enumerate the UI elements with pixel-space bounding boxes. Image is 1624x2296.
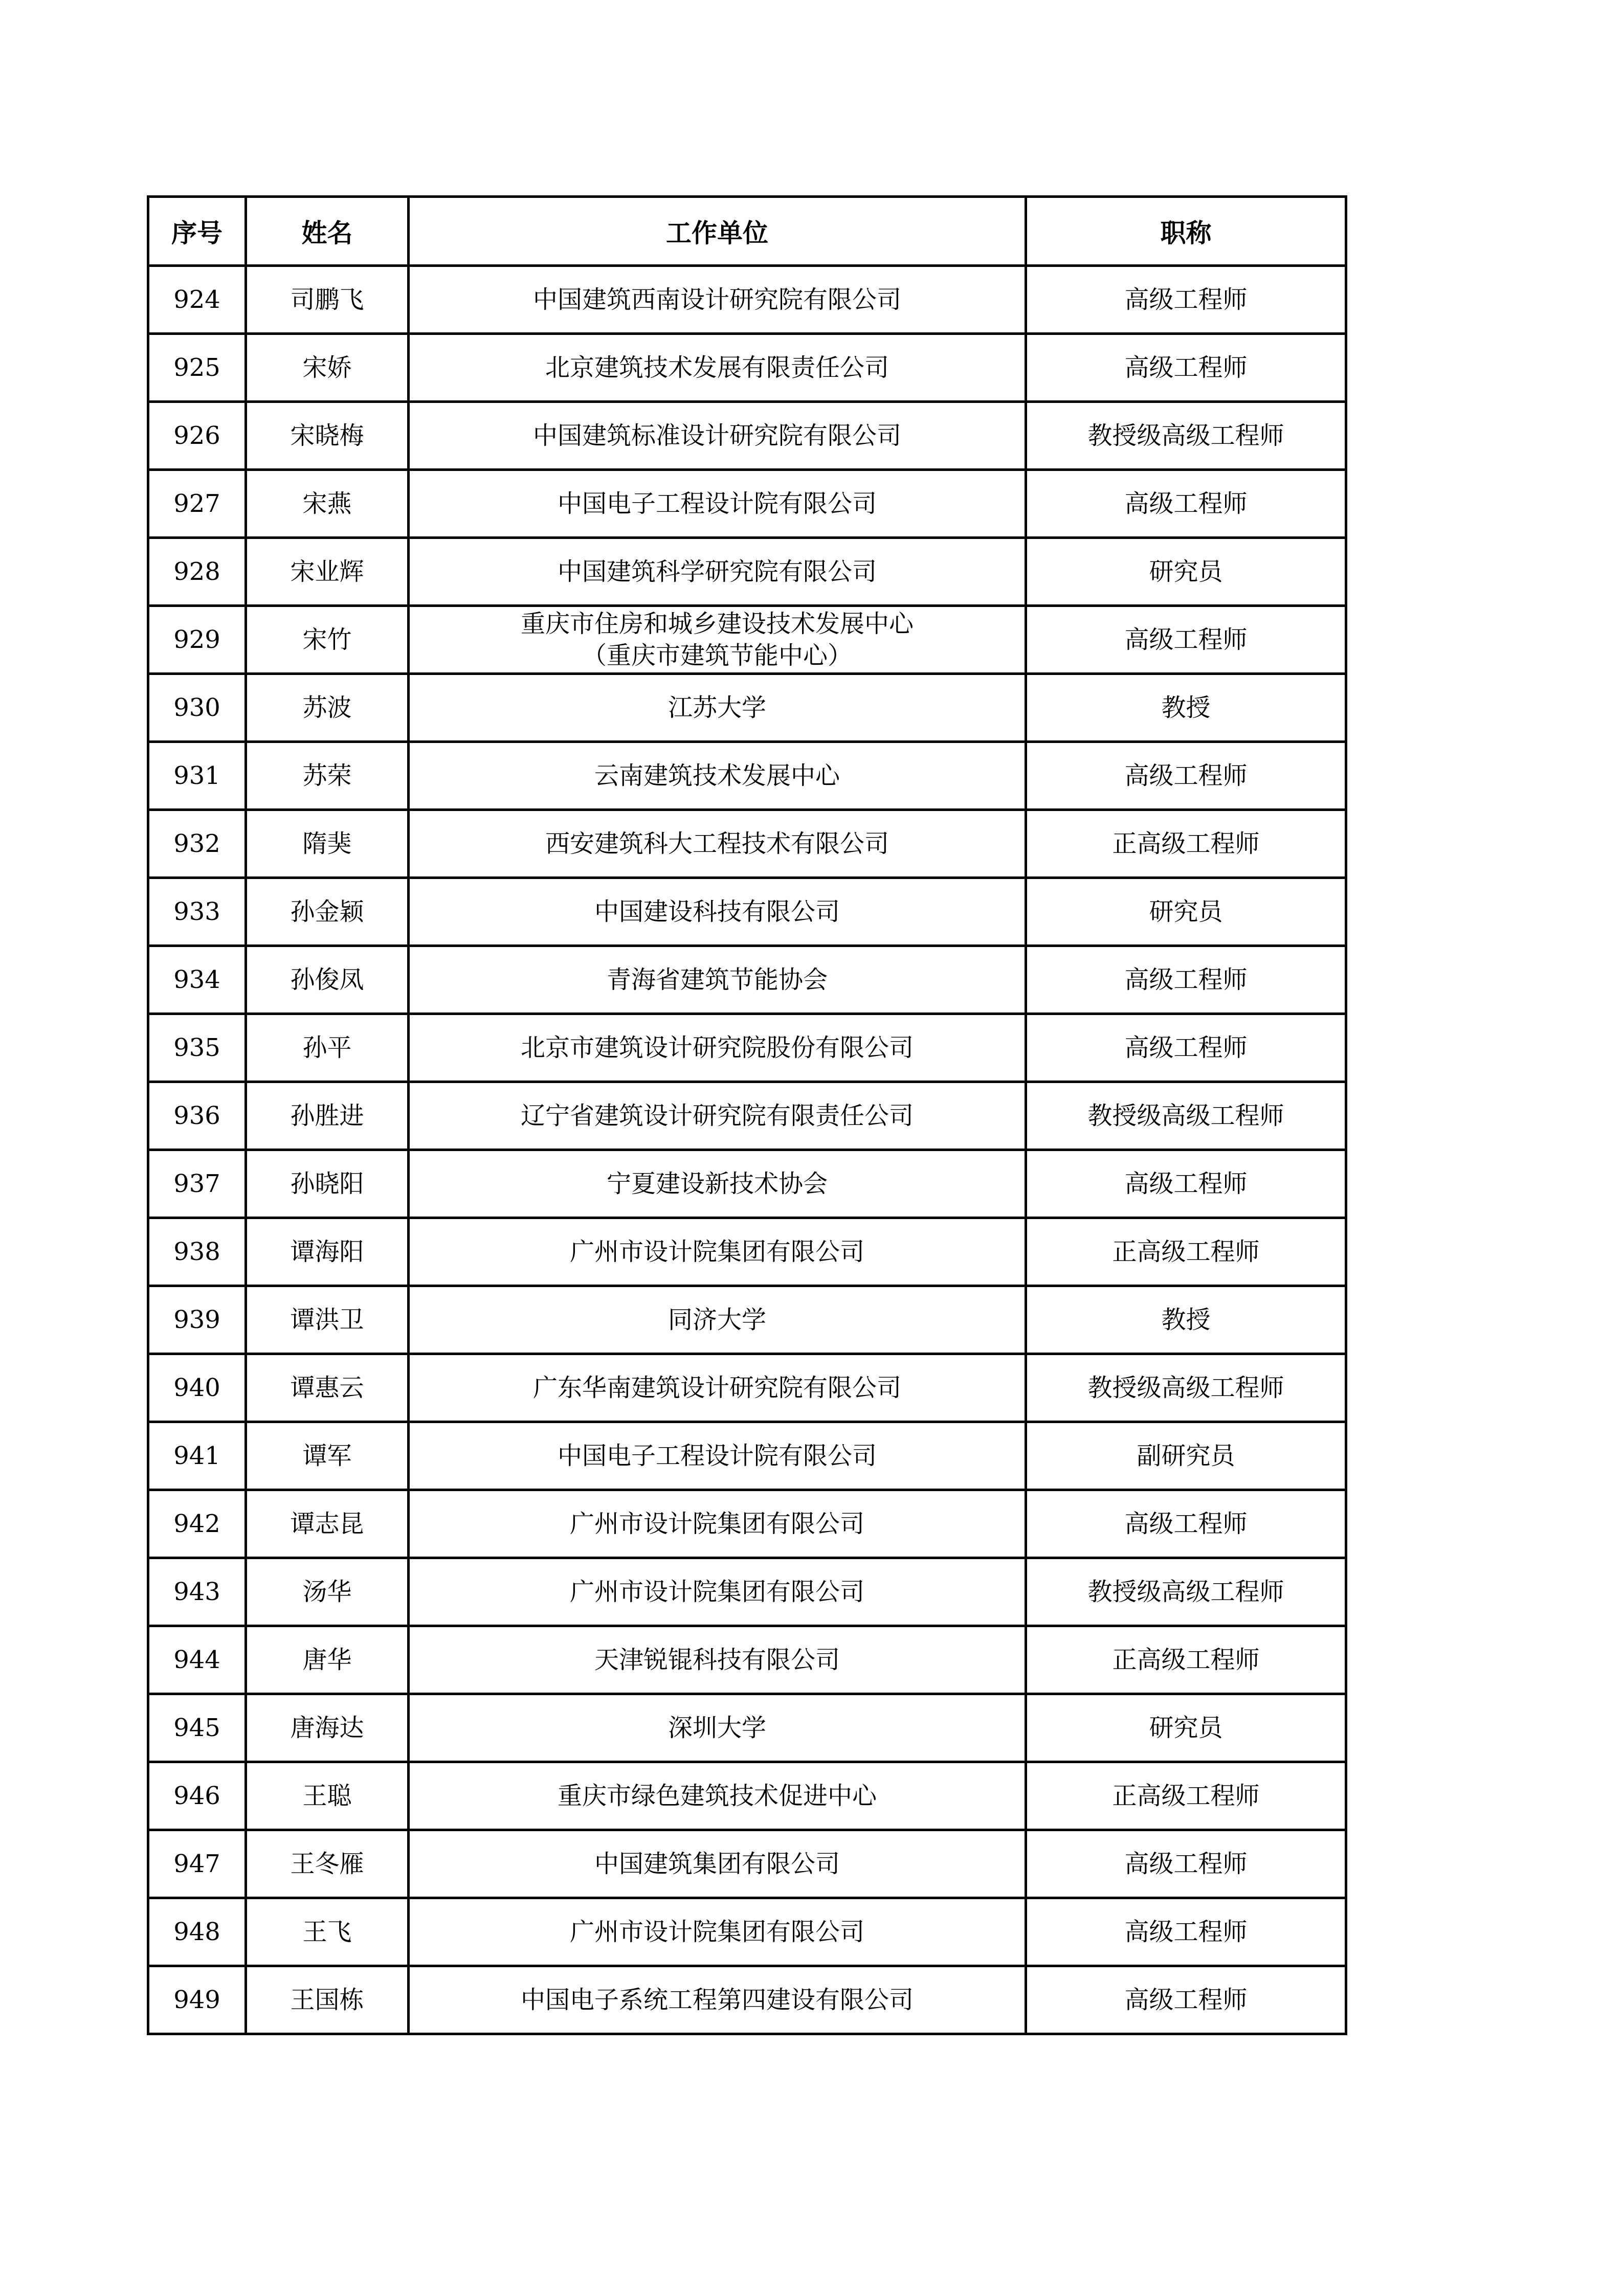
name-cell: 苏荣 — [246, 742, 409, 810]
work-unit-line: 中国建筑科学研究院有限公司 — [557, 557, 877, 586]
work-unit-line: 西安建筑科大工程技术有限公司 — [545, 829, 889, 858]
serial-number-cell: 944 — [148, 1626, 246, 1694]
work-unit-line: 深圳大学 — [668, 1714, 766, 1742]
table-row — [148, 1558, 1346, 1626]
work-unit-line: 重庆市住房和城乡建设技术发展中心 — [520, 610, 914, 638]
work-unit-cell — [409, 1082, 1026, 1150]
name-cell: 王飞 — [246, 1898, 409, 1966]
professional-title-cell: 教授级高级工程师 — [1026, 1082, 1346, 1150]
serial-number-cell: 949 — [148, 1966, 246, 2034]
table-row — [148, 334, 1346, 402]
serial-number-cell: 945 — [148, 1694, 246, 1762]
work-unit-line: 中国电子系统工程第四建设有限公司 — [520, 1986, 914, 2014]
work-unit-cell — [409, 266, 1026, 334]
table-row — [148, 606, 1346, 674]
table-row — [148, 402, 1346, 470]
header-name: 姓名 — [246, 197, 409, 266]
serial-number-cell: 940 — [148, 1354, 246, 1422]
work-unit-line: 中国建筑集团有限公司 — [594, 1850, 840, 1878]
professional-title-cell: 正高级工程师 — [1026, 1626, 1346, 1694]
serial-number-cell: 937 — [148, 1150, 246, 1218]
serial-number-cell: 939 — [148, 1286, 246, 1354]
professional-title-cell: 研究员 — [1026, 538, 1346, 606]
table-row — [148, 1014, 1346, 1082]
name-cell: 孙金颖 — [246, 878, 409, 946]
serial-number-cell: 924 — [148, 266, 246, 334]
work-unit-cell — [409, 810, 1026, 878]
name-cell: 谭惠云 — [246, 1354, 409, 1422]
table-row — [148, 946, 1346, 1014]
table-row — [148, 1966, 1346, 2034]
serial-number-cell: 948 — [148, 1898, 246, 1966]
professional-title-cell: 正高级工程师 — [1026, 1762, 1346, 1830]
professional-title-cell: 高级工程师 — [1026, 946, 1346, 1014]
work-unit-line: 重庆市绿色建筑技术促进中心 — [557, 1782, 877, 1810]
serial-number-cell: 925 — [148, 334, 246, 402]
serial-number-cell: 934 — [148, 946, 246, 1014]
professional-title-cell: 正高级工程师 — [1026, 810, 1346, 878]
name-cell: 苏波 — [246, 674, 409, 742]
serial-number-cell: 929 — [148, 606, 246, 674]
serial-number-cell: 928 — [148, 538, 246, 606]
work-unit-line: 广州市设计院集团有限公司 — [569, 1510, 864, 1538]
table-row — [148, 1150, 1346, 1218]
work-unit-cell — [409, 1014, 1026, 1082]
table-row — [148, 1354, 1346, 1422]
professional-title-cell: 高级工程师 — [1026, 1490, 1346, 1558]
table-row — [148, 470, 1346, 538]
professional-title-cell: 研究员 — [1026, 878, 1346, 946]
header-work-unit: 工作单位 — [409, 197, 1026, 266]
serial-number-cell: 933 — [148, 878, 246, 946]
professional-title-cell: 副研究员 — [1026, 1422, 1346, 1490]
name-cell: 孙平 — [246, 1014, 409, 1082]
work-unit-line: 广州市设计院集团有限公司 — [569, 1918, 864, 1946]
serial-number-cell: 941 — [148, 1422, 246, 1490]
professional-title-cell: 高级工程师 — [1026, 1150, 1346, 1218]
serial-number-cell: 931 — [148, 742, 246, 810]
table-row — [148, 1898, 1346, 1966]
work-unit-line: 中国建筑西南设计研究院有限公司 — [532, 285, 901, 314]
name-cell: 唐海达 — [246, 1694, 409, 1762]
professional-title-cell: 高级工程师 — [1026, 1966, 1346, 2034]
work-unit-cell — [409, 538, 1026, 606]
work-unit-cell — [409, 674, 1026, 742]
work-unit-line: 青海省建筑节能协会 — [606, 965, 828, 994]
serial-number-cell: 947 — [148, 1830, 246, 1898]
professional-title-cell: 高级工程师 — [1026, 606, 1346, 674]
serial-number-cell: 946 — [148, 1762, 246, 1830]
work-unit-cell — [409, 1490, 1026, 1558]
name-cell: 宋燕 — [246, 470, 409, 538]
work-unit-line: 广州市设计院集团有限公司 — [569, 1237, 864, 1266]
work-unit-line: 江苏大学 — [668, 693, 766, 722]
work-unit-cell — [409, 402, 1026, 470]
serial-number-cell: 930 — [148, 674, 246, 742]
document-page — [147, 195, 1345, 2035]
name-cell: 谭洪卫 — [246, 1286, 409, 1354]
work-unit-cell — [409, 1694, 1026, 1762]
professional-title-cell: 正高级工程师 — [1026, 1218, 1346, 1286]
table-row — [148, 1490, 1346, 1558]
professional-title-cell: 高级工程师 — [1026, 742, 1346, 810]
name-cell: 宋娇 — [246, 334, 409, 402]
work-unit-line: 中国电子工程设计院有限公司 — [557, 1442, 877, 1470]
professional-title-cell: 教授 — [1026, 674, 1346, 742]
work-unit-cell — [409, 1626, 1026, 1694]
table-row — [148, 1082, 1346, 1150]
professional-title-cell: 教授级高级工程师 — [1026, 1558, 1346, 1626]
name-cell: 汤华 — [246, 1558, 409, 1626]
professional-title-cell: 高级工程师 — [1026, 334, 1346, 402]
work-unit-line: 中国建筑标准设计研究院有限公司 — [532, 421, 901, 450]
table-row — [148, 810, 1346, 878]
table-row — [148, 538, 1346, 606]
serial-number-cell: 927 — [148, 470, 246, 538]
name-cell: 谭军 — [246, 1422, 409, 1490]
work-unit-cell — [409, 1286, 1026, 1354]
name-cell: 孙晓阳 — [246, 1150, 409, 1218]
work-unit-cell — [409, 1898, 1026, 1966]
professional-title-cell: 教授级高级工程师 — [1026, 402, 1346, 470]
work-unit-cell — [409, 334, 1026, 402]
work-unit-cell — [409, 470, 1026, 538]
table-row — [148, 878, 1346, 946]
name-cell: 王冬雁 — [246, 1830, 409, 1898]
serial-number-cell: 932 — [148, 810, 246, 878]
work-unit-cell — [409, 1218, 1026, 1286]
work-unit-cell — [409, 606, 1026, 674]
header-serial-number: 序号 — [148, 197, 246, 266]
table-row — [148, 1422, 1346, 1490]
table-header-row — [148, 197, 1346, 266]
table-row — [148, 1286, 1346, 1354]
professional-title-cell: 高级工程师 — [1026, 1830, 1346, 1898]
work-unit-line: （重庆市建筑节能中心） — [582, 641, 852, 670]
table-row — [148, 266, 1346, 334]
work-unit-line: 中国建设科技有限公司 — [594, 897, 840, 926]
serial-number-cell: 938 — [148, 1218, 246, 1286]
work-unit-line: 中国电子工程设计院有限公司 — [557, 489, 877, 518]
serial-number-cell: 943 — [148, 1558, 246, 1626]
header-professional-title: 职称 — [1026, 197, 1346, 266]
table-row — [148, 1694, 1346, 1762]
name-cell: 宋业辉 — [246, 538, 409, 606]
work-unit-line: 云南建筑技术发展中心 — [594, 761, 840, 790]
table-row — [148, 674, 1346, 742]
expert-list-table — [147, 195, 1347, 2035]
professional-title-cell: 高级工程师 — [1026, 1014, 1346, 1082]
work-unit-line: 广州市设计院集团有限公司 — [569, 1578, 864, 1606]
serial-number-cell: 926 — [148, 402, 246, 470]
work-unit-cell — [409, 1354, 1026, 1422]
work-unit-cell — [409, 1830, 1026, 1898]
serial-number-cell: 942 — [148, 1490, 246, 1558]
name-cell: 隋猆 — [246, 810, 409, 878]
work-unit-line: 同济大学 — [668, 1305, 766, 1334]
name-cell: 王国栋 — [246, 1966, 409, 2034]
table-body — [148, 266, 1346, 2034]
work-unit-cell — [409, 1762, 1026, 1830]
work-unit-line: 辽宁省建筑设计研究院有限责任公司 — [520, 1101, 914, 1130]
work-unit-cell — [409, 1150, 1026, 1218]
work-unit-cell — [409, 946, 1026, 1014]
table-row — [148, 1830, 1346, 1898]
professional-title-cell: 教授级高级工程师 — [1026, 1354, 1346, 1422]
professional-title-cell: 高级工程师 — [1026, 1898, 1346, 1966]
work-unit-cell — [409, 1966, 1026, 2034]
work-unit-cell — [409, 1558, 1026, 1626]
professional-title-cell: 教授 — [1026, 1286, 1346, 1354]
work-unit-line: 北京市建筑设计研究院股份有限公司 — [520, 1033, 914, 1062]
table-row — [148, 742, 1346, 810]
work-unit-cell — [409, 742, 1026, 810]
table-row — [148, 1218, 1346, 1286]
name-cell: 孙俊凤 — [246, 946, 409, 1014]
name-cell: 宋竹 — [246, 606, 409, 674]
name-cell: 宋晓梅 — [246, 402, 409, 470]
serial-number-cell: 935 — [148, 1014, 246, 1082]
serial-number-cell: 936 — [148, 1082, 246, 1150]
work-unit-line: 宁夏建设新技术协会 — [606, 1169, 828, 1198]
name-cell: 谭海阳 — [246, 1218, 409, 1286]
name-cell: 孙胜进 — [246, 1082, 409, 1150]
work-unit-line: 北京建筑技术发展有限责任公司 — [545, 353, 889, 382]
name-cell: 王聪 — [246, 1762, 409, 1830]
work-unit-cell — [409, 1422, 1026, 1490]
name-cell: 唐华 — [246, 1626, 409, 1694]
professional-title-cell: 高级工程师 — [1026, 266, 1346, 334]
professional-title-cell: 高级工程师 — [1026, 470, 1346, 538]
work-unit-cell — [409, 878, 1026, 946]
work-unit-line: 天津锐锟科技有限公司 — [594, 1646, 840, 1674]
table-row — [148, 1762, 1346, 1830]
work-unit-line: 广东华南建筑设计研究院有限公司 — [532, 1374, 901, 1402]
table-row — [148, 1626, 1346, 1694]
professional-title-cell: 研究员 — [1026, 1694, 1346, 1762]
name-cell: 司鹏飞 — [246, 266, 409, 334]
name-cell: 谭志昆 — [246, 1490, 409, 1558]
